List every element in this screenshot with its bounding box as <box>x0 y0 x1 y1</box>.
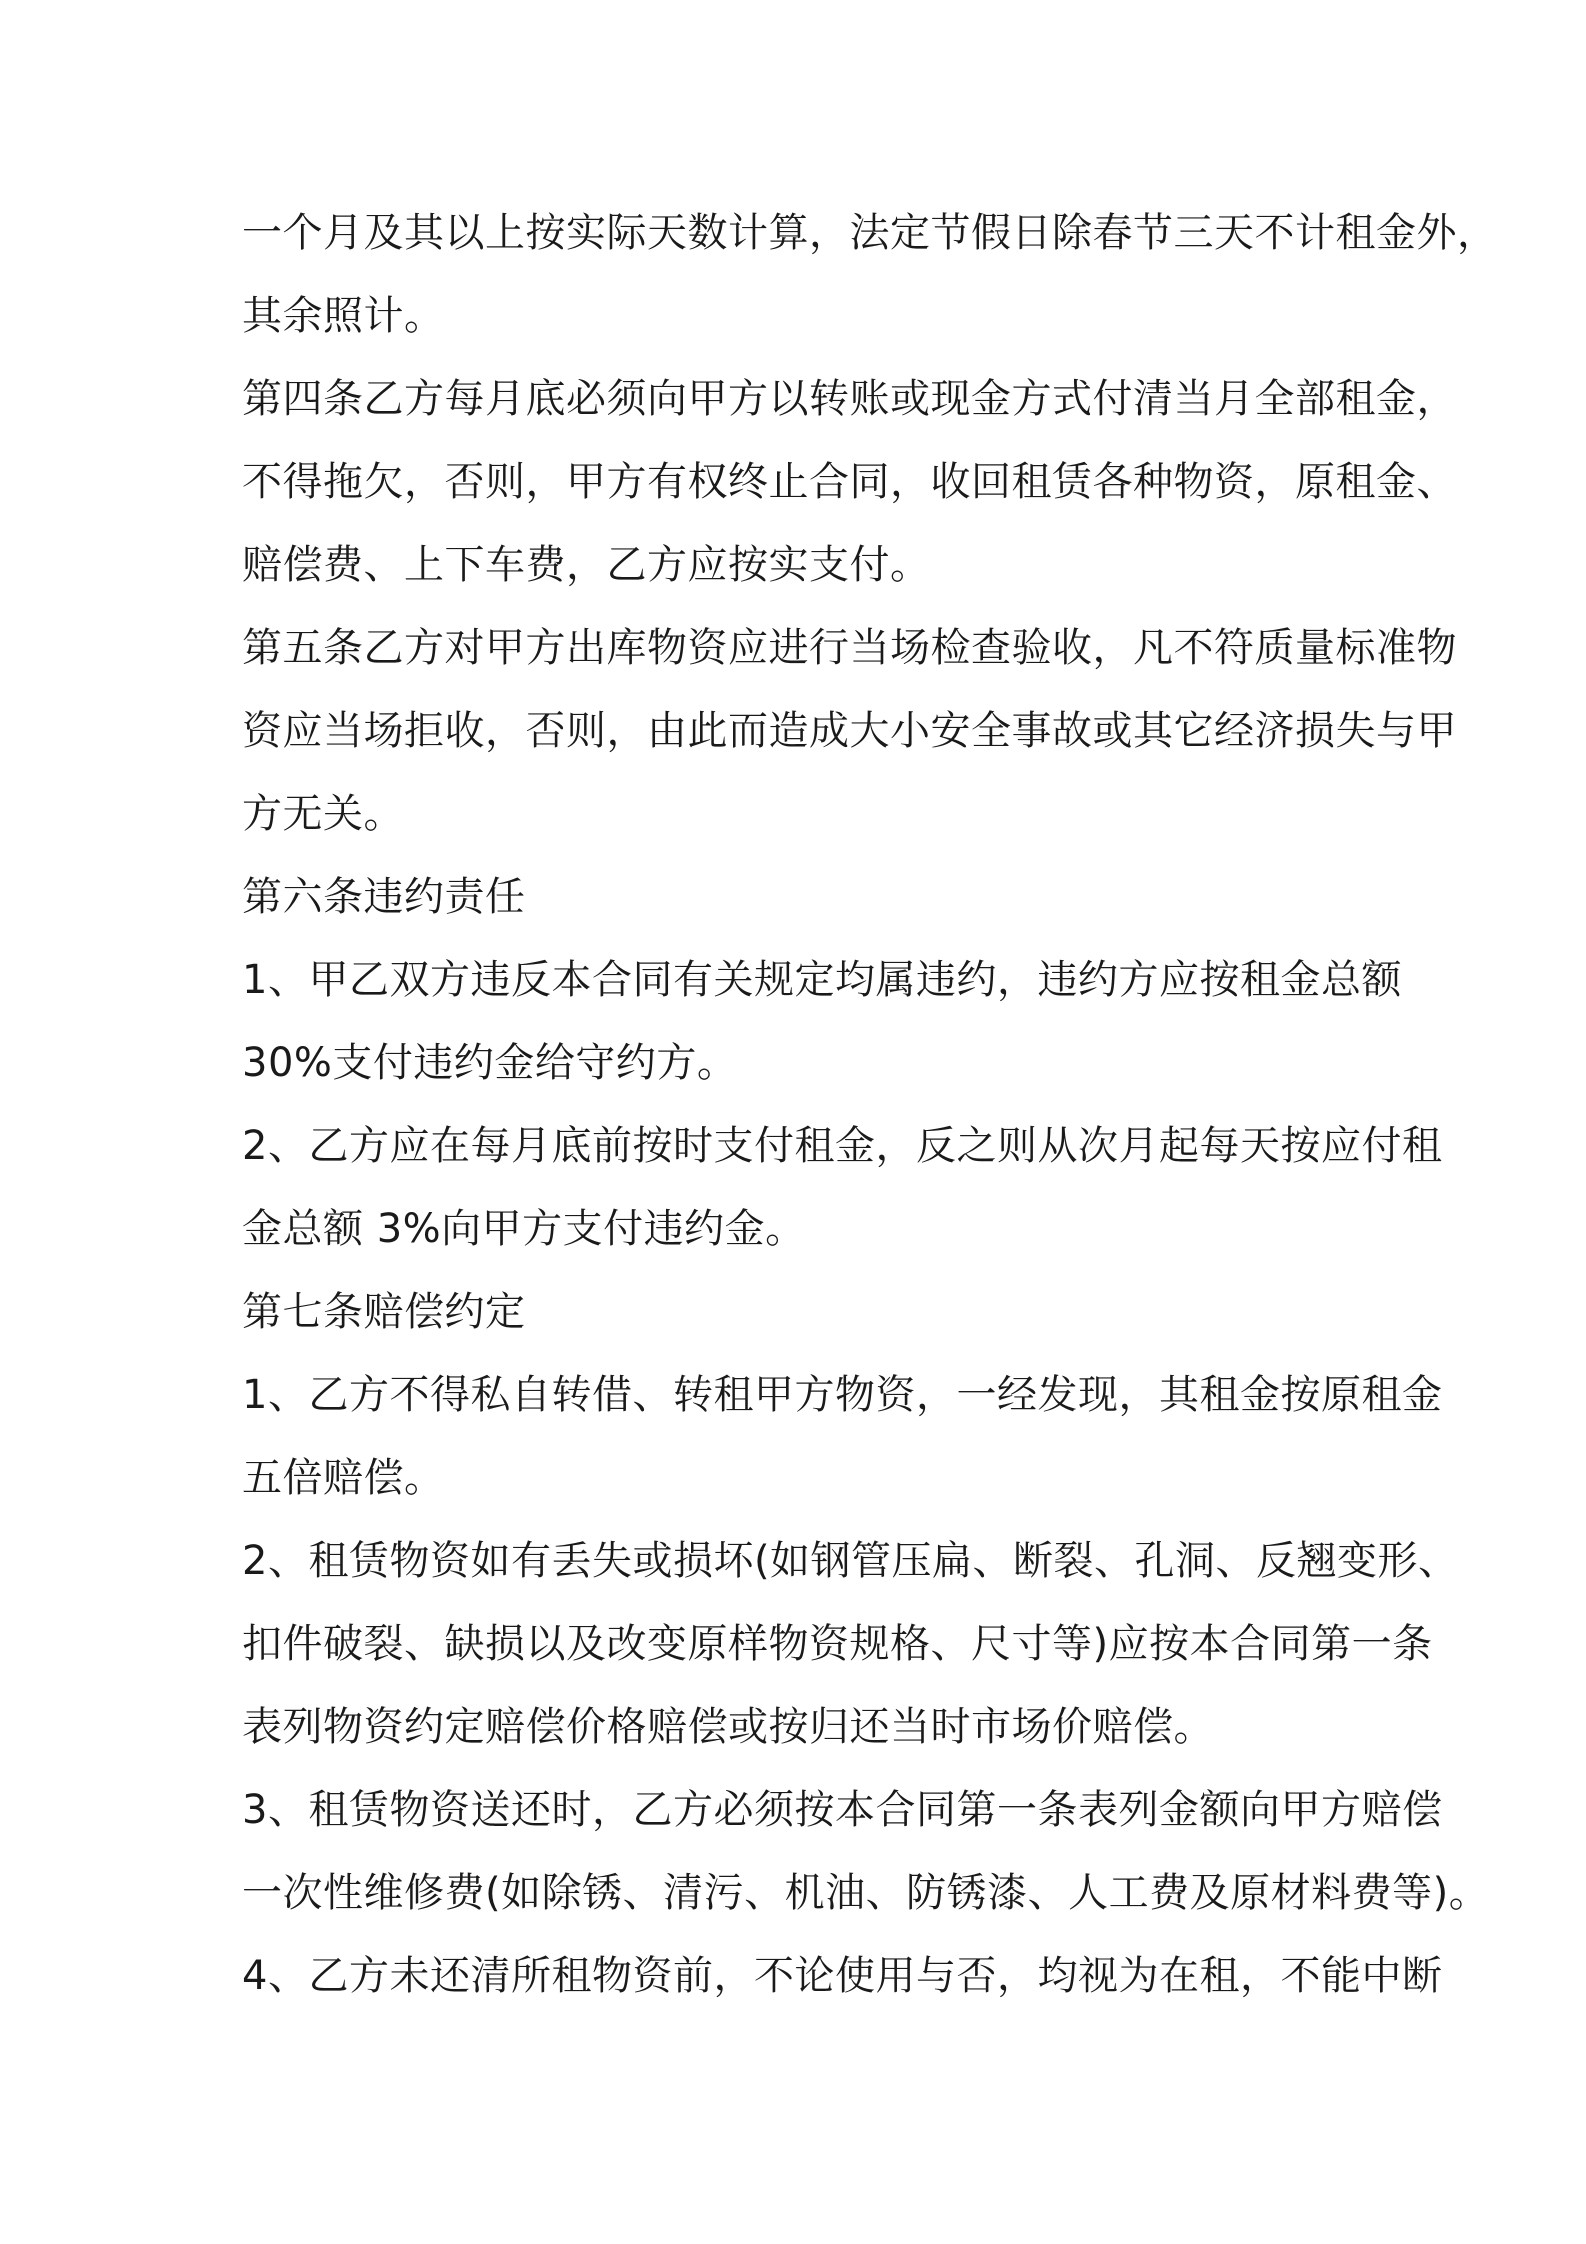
text-line: 五倍赔偿。 <box>242 1455 445 1501</box>
article-4-line: 第四条乙方每月底必须向甲方以转账或现金方式付清当月全部租金， <box>242 376 1457 422</box>
text-line: 一个月及其以上按实际天数计算，法定节假日除春节三天不计租金外， <box>242 210 1498 256</box>
text-line: 表列物资约定赔偿价格赔偿或按归还当时市场价赔偿。 <box>242 1704 1214 1750</box>
article-7-heading: 第七条赔偿约定 <box>242 1289 526 1335</box>
text-line: 一次性维修费(如除锈、清污、机油、防锈漆、人工费及原材料费等)。 <box>242 1870 1490 1916</box>
text-line: 不得拖欠，否则，甲方有权终止合同，收回租赁各种物资，原租金、 <box>242 459 1457 505</box>
contract-text-body <box>242 192 1498 2018</box>
clause-6-2-line: 2、乙方应在每月底前按时支付租金，反之则从次月起每天按应付租 <box>242 1123 1443 1169</box>
text-line: 金总额 3%向甲方支付违约金。 <box>242 1206 806 1252</box>
article-5-line: 第五条乙方对甲方出库物资应进行当场检查验收，凡不符质量标准物 <box>242 625 1457 671</box>
text-line: 30%支付违约金给守约方。 <box>242 1040 738 1086</box>
clause-7-3-line: 3、租赁物资送还时，乙方必须按本合同第一条表列金额向甲方赔偿 <box>242 1787 1443 1833</box>
clause-6-1-line: 1、甲乙双方违反本合同有关规定均属违约，违约方应按租金总额 <box>242 957 1402 1003</box>
clause-7-2-line: 2、租赁物资如有丢失或损坏(如钢管压扁、断裂、孔洞、反翘变形、 <box>242 1538 1459 1584</box>
article-6-heading: 第六条违约责任 <box>242 874 526 920</box>
text-line: 资应当场拒收，否则，由此而造成大小安全事故或其它经济损失与甲 <box>242 708 1457 754</box>
text-line: 扣件破裂、缺损以及改变原样物资规格、尺寸等)应按本合同第一条 <box>242 1621 1433 1667</box>
clause-7-4-line: 4、乙方未还清所租物资前，不论使用与否，均视为在租，不能中断 <box>242 1953 1443 1999</box>
text-line: 其余照计。 <box>242 293 445 339</box>
text-line: 赔偿费、上下车费，乙方应按实支付。 <box>242 542 931 588</box>
clause-7-1-line: 1、乙方不得私自转借、转租甲方物资，一经发现，其租金按原租金 <box>242 1372 1443 1418</box>
text-line: 方无关。 <box>242 791 404 837</box>
